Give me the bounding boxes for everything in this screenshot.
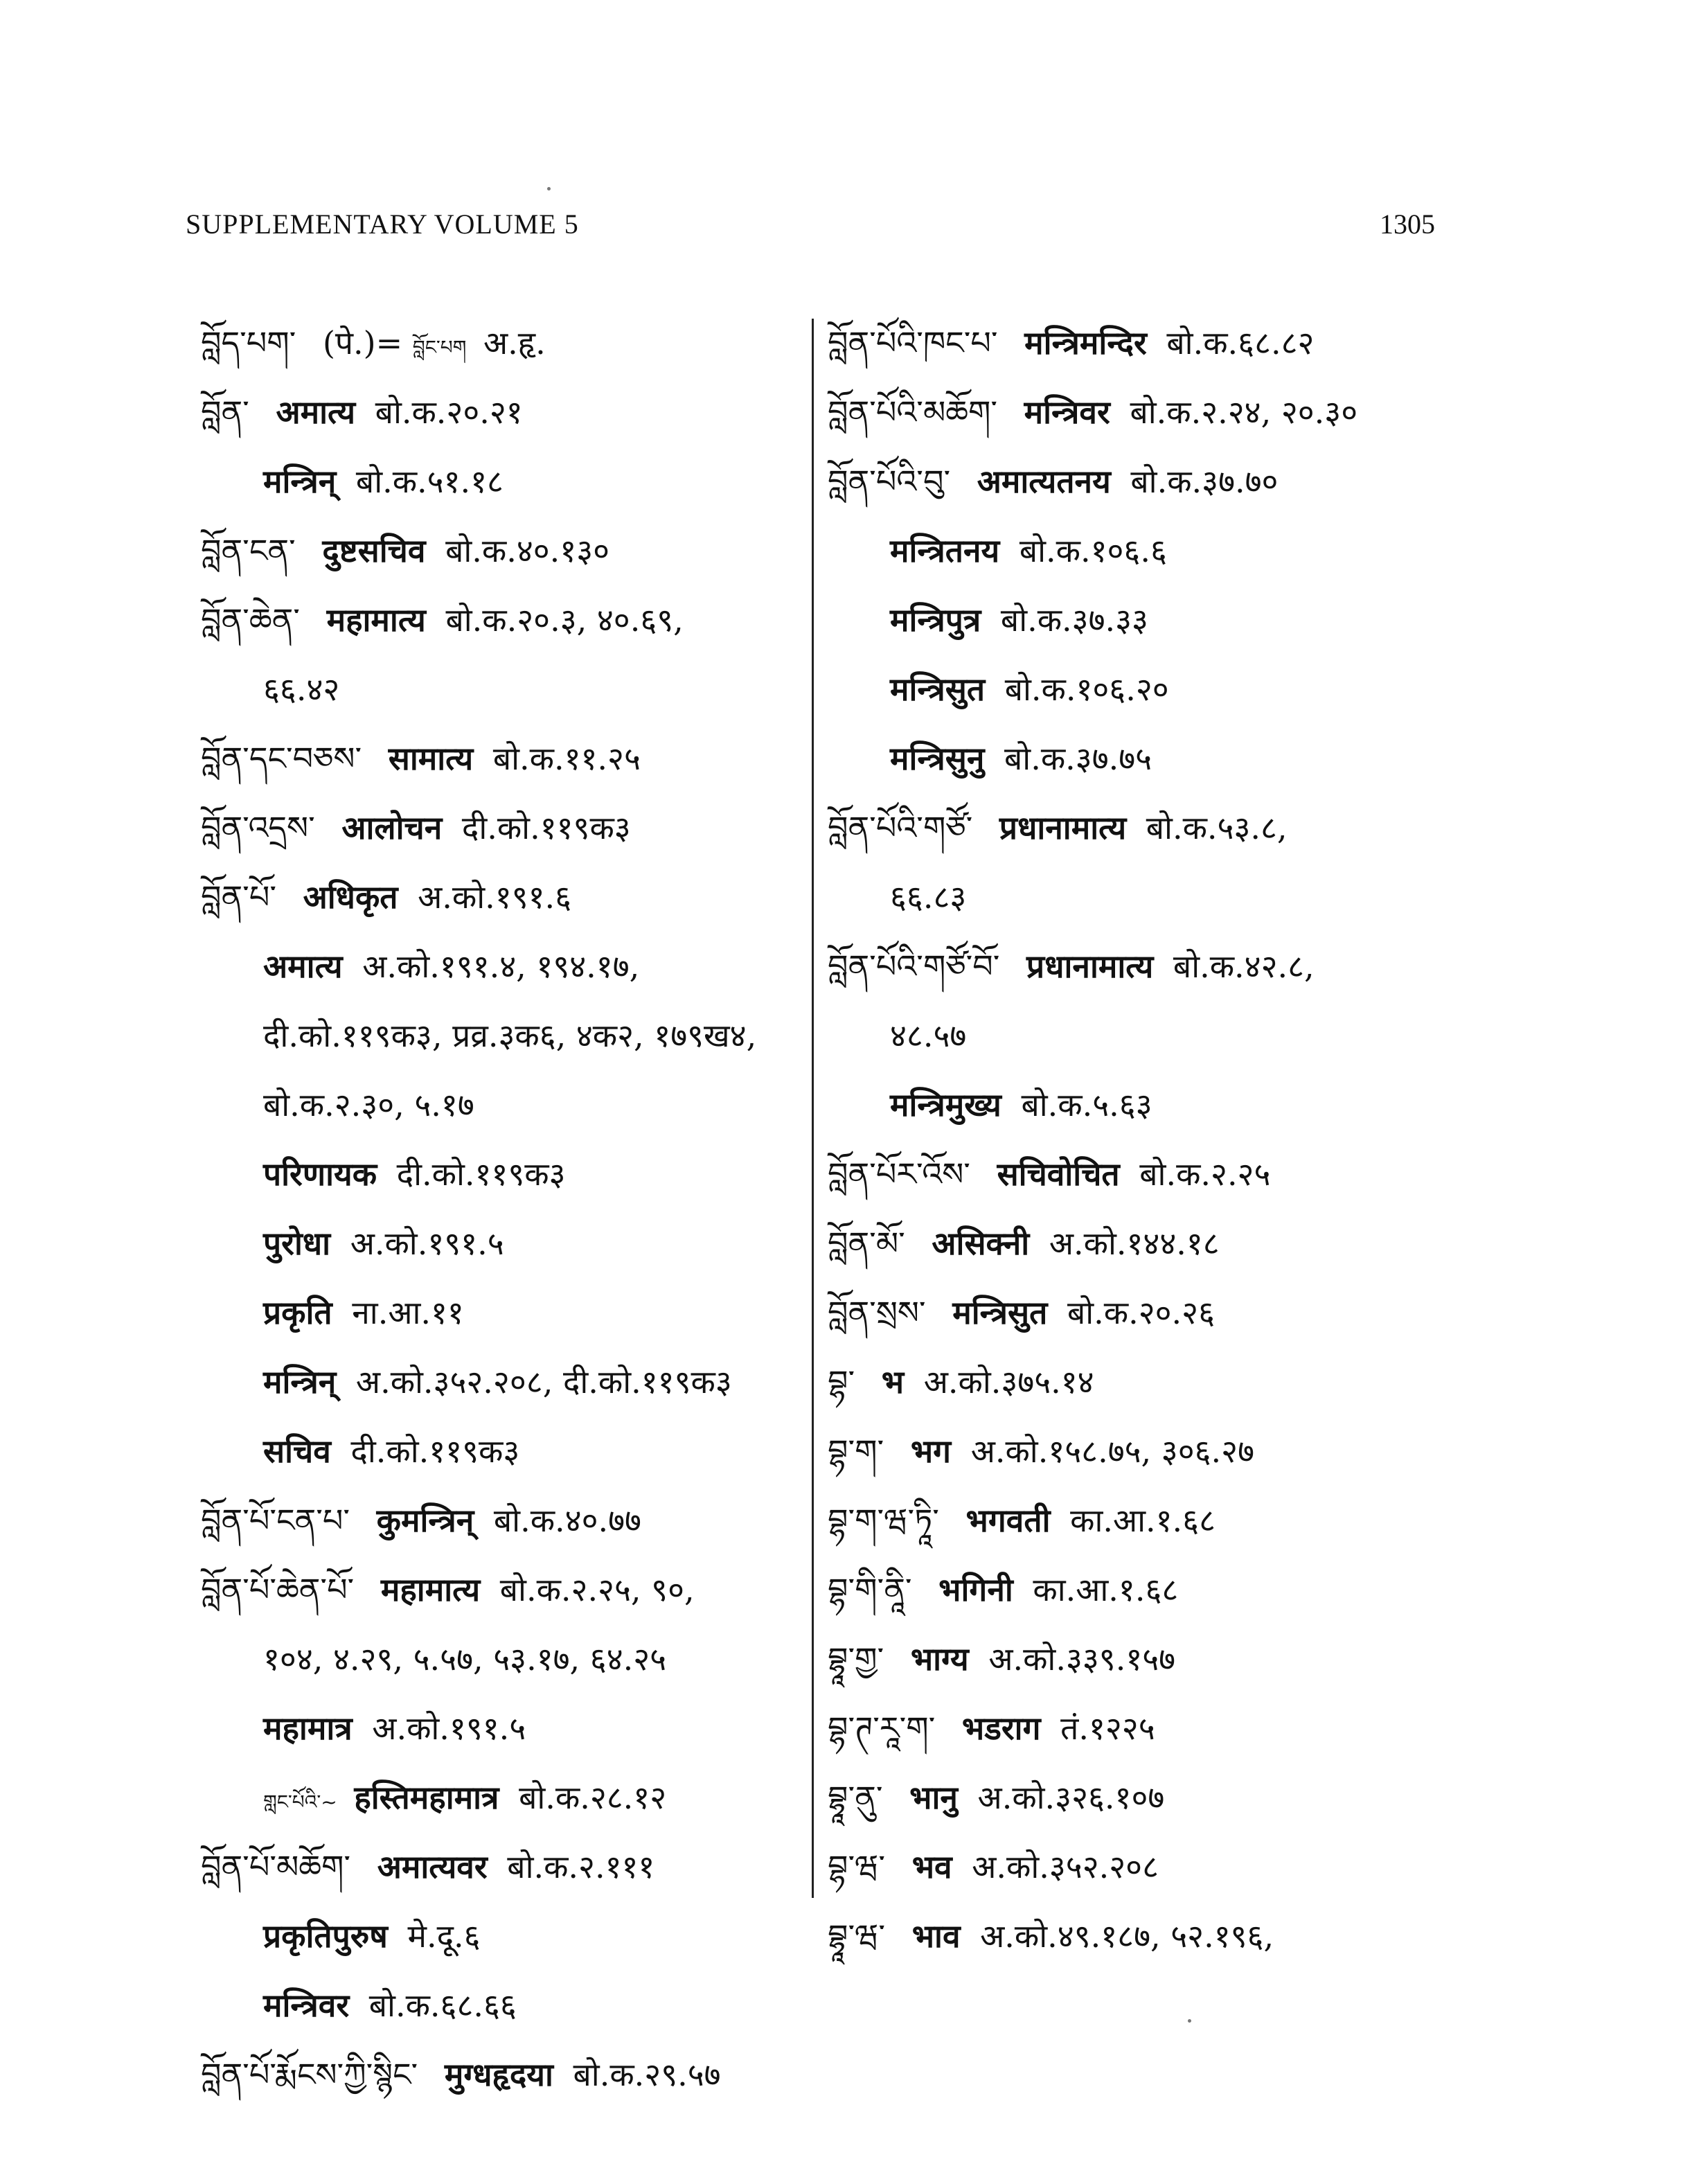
tibetan-headword: བློན་པོའི་ཁང་པ་ (828, 324, 998, 362)
dictionary-entry (828, 1209, 1520, 1278)
dictionary-entry (201, 724, 810, 793)
dictionary-entry (201, 862, 810, 932)
sanskrit-equivalent: मुग्धहृदया (444, 2056, 553, 2093)
page-number: 1305 (1380, 208, 1435, 240)
source-reference: का.आ.१.६८ (1033, 1571, 1179, 1608)
sanskrit-equivalent: मन्त्रितनय (890, 532, 1000, 569)
sanskrit-equivalent: भाग्य (910, 1640, 969, 1678)
tibetan-headword: བྷཱ་ནུ་ (828, 1779, 883, 1816)
tibetan-headword: བྷ་ཊ་རཱ་ག་ (828, 1710, 936, 1747)
sub-entry (828, 585, 1520, 655)
sanskrit-equivalent: प्रधानामात्य (1026, 948, 1154, 985)
dictionary-entry (201, 516, 810, 585)
dictionary-entry (828, 447, 1520, 516)
sanskrit-equivalent: भ (881, 1363, 905, 1401)
tibetan-headword: བློན་པོ་ཆེན་པོ་ (201, 1571, 355, 1608)
sanskrit-equivalent: सचिवोचित (997, 1155, 1120, 1193)
source-reference: बो.क.५१.१८ (355, 463, 504, 500)
dictionary-entry (201, 1486, 810, 1555)
sub-entry (828, 862, 1520, 932)
sub-entry (828, 655, 1520, 724)
source-reference: ६६.४२ (263, 671, 340, 708)
sanskrit-equivalent: अमात्य (263, 948, 343, 985)
sub-entry (201, 1209, 810, 1278)
source-reference: अ.को.१४४.१८ (1049, 1225, 1220, 1262)
source-reference: १०४, ४.२९, ५.५७, ५३.१७, ६४.२५ (263, 1640, 667, 1678)
sub-entry (828, 516, 1520, 585)
sanskrit-equivalent: भगवती (965, 1502, 1051, 1539)
tibetan-headword: བློན་པོའི་བུ་ (828, 463, 951, 500)
sub-entry (201, 932, 810, 1001)
sanskrit-equivalent: मन्त्रिवर (263, 1987, 350, 2024)
sanskrit-equivalent: परिणायक (263, 1155, 377, 1193)
dictionary-entry (201, 1832, 810, 1901)
dictionary-entry (201, 2040, 810, 2109)
sanskrit-equivalent: प्रकृतिपुरुष (263, 1917, 388, 1955)
source-reference: बो.क.१०६.२० (1004, 671, 1169, 708)
tibetan-headword: བློན་པོའི་མཆོག་ (828, 393, 998, 431)
dictionary-entry (828, 308, 1520, 378)
source-reference: बो.क.२०.३, ४०.६९, (445, 601, 684, 639)
sub-entry (201, 1278, 810, 1347)
sanskrit-equivalent: भगिनी (938, 1571, 1013, 1608)
sanskrit-equivalent: मन्त्रिसुत (952, 1294, 1048, 1331)
sanskrit-equivalent: अमात्यतनय (977, 463, 1111, 500)
sanskrit-equivalent: मन्त्रिपुत्र (890, 601, 981, 639)
sanskrit-equivalent: प्रधानामात्य (999, 809, 1127, 846)
tibetan-headword: བྷཱ་ཝ་ (828, 1917, 886, 1955)
dictionary-entry (828, 1694, 1520, 1763)
running-header: SUPPLEMENTARY VOLUME 5 (186, 208, 579, 240)
source-reference: का.आ.१.६८ (1070, 1502, 1216, 1539)
source-reference: बो.क.५.६३ (1021, 1086, 1152, 1124)
dictionary-entry (828, 1417, 1520, 1486)
tibetan-headword: བྷ་ཝ་ (828, 1848, 886, 1885)
source-reference: बो.क.५३.८, (1146, 809, 1288, 846)
dictionary-entry (828, 378, 1520, 447)
tibetan-headword: བློན་པོར་འོས་ (828, 1155, 970, 1193)
source-reference: अ.को.१९१.६ (418, 878, 572, 916)
source-reference: बो.क.४०.७७ (493, 1502, 641, 1539)
tibetan-headword: བློན་པོ་མཆོག་ (201, 1848, 351, 1885)
sanskrit-equivalent: दुष्टसचिव (322, 532, 426, 569)
sub-entry (828, 724, 1520, 793)
dictionary-entry (828, 1555, 1520, 1624)
tibetan-headword: བློན་པོ་ (201, 878, 276, 916)
tibetan-headword: བློན་མོ་ (828, 1225, 905, 1262)
dictionary-entry (201, 1555, 810, 1624)
source-reference: अ.को.१५८.७५, ३०६.२७ (970, 1432, 1255, 1470)
tibetan-headword: བློན་འདྲས་ (201, 809, 315, 846)
tibetan-headword: བློད་པག་ (201, 324, 296, 362)
tibetan-headword: བྷ་ག་ཝ་ཏཱི་ (828, 1502, 939, 1539)
sanskrit-equivalent: महामात्य (326, 601, 426, 639)
dictionary-entry (828, 793, 1520, 862)
source-reference: बो.क.२.२५, ९०, (499, 1571, 695, 1608)
dictionary-entry (201, 793, 810, 862)
sub-entry (201, 1763, 810, 1832)
dictionary-entry (201, 378, 810, 447)
source-reference: अ.को.१९१.४, १९४.१७, (362, 948, 640, 985)
tibetan-headword: བློན་ངན་ (201, 532, 296, 569)
sanskrit-equivalent: अधिकृत (303, 878, 398, 916)
sanskrit-equivalent: महामात्र (263, 1710, 353, 1747)
sub-entry (201, 1070, 810, 1139)
dictionary-entry (828, 1832, 1520, 1901)
source-reference: तं.१२२५ (1060, 1710, 1155, 1747)
source-reference: बो.क.२.३०, ५.१७ (263, 1086, 474, 1124)
dictionary-entry (828, 1139, 1520, 1209)
source-reference: बो.क.६८.६६ (368, 1987, 517, 2024)
source-reference: बो.क.४०.१३० (445, 532, 610, 569)
source-reference: बो.क.२०.२६ (1067, 1294, 1215, 1331)
sanskrit-equivalent: मन्त्रिवर (1024, 393, 1110, 431)
dictionary-entry (828, 1901, 1520, 1971)
sanskrit-equivalent: मन्त्रिसुनु (890, 740, 985, 777)
tibetan-headword: བློན་ (201, 393, 249, 431)
sanskrit-equivalent: मन्त्रिमन्दिर (1024, 324, 1147, 362)
source-reference: अ.को.३५२.२०८ (972, 1848, 1159, 1885)
sub-entry (201, 1624, 810, 1694)
tibetan-headword: བློན་དང་བཅས་ (201, 740, 362, 777)
column-divider (812, 319, 814, 1898)
sub-entry (201, 1139, 810, 1209)
tibetan-headword: བློན་པོའི་གཙོ་བོ་ (828, 948, 1000, 985)
dictionary-entry (828, 1486, 1520, 1555)
source-reference: ४८.५७ (890, 1017, 967, 1054)
source-reference: बो.क.३७.३३ (1000, 601, 1148, 639)
source-reference: दी.को.११९क३, प्रव्र.३क६, ४क२, १७९ख४, (263, 1017, 757, 1054)
source-reference: अ.को.३७५.१४ (923, 1363, 1094, 1401)
source-reference: बो.क.२.१११ (507, 1848, 655, 1885)
tibetan-headword: བློན་སྲས་ (828, 1294, 926, 1331)
scan-speck (547, 187, 551, 190)
source-reference: अ.को.१९१.५ (350, 1225, 504, 1262)
source-reference: दी.को.११९क३ (350, 1432, 520, 1470)
scan-speck (1188, 2019, 1191, 2023)
sanskrit-equivalent: प्रकृति (263, 1294, 332, 1331)
tibetan-headword: བློན་ཆེན་ (201, 601, 300, 639)
tibetan-headword: བློན་པོ་རྨོངས་ཀྱི་སྙིང་ (201, 2056, 418, 2093)
source-reference: बो.क.३७.७० (1130, 463, 1279, 500)
source-reference: ना.आ.११ (352, 1294, 464, 1331)
dictionary-entry (828, 1763, 1520, 1832)
source-reference: बो.क.२.२४, २०.३० (1130, 393, 1358, 431)
source-reference: अ.को.४९.१८७, ५२.१९६, (980, 1917, 1274, 1955)
tibetan-headword: བྷ་གི་ནཱི་ (828, 1571, 912, 1608)
sub-entry (828, 1001, 1520, 1070)
sanskrit-equivalent: सचिव (263, 1432, 331, 1470)
source-reference: अ.को.१९१.५ (372, 1710, 526, 1747)
sanskrit-equivalent: मन्त्रिन् (263, 463, 337, 500)
sanskrit-equivalent: असिक्नी (932, 1225, 1030, 1262)
tibetan-headword: བྷ་ག་ (828, 1432, 884, 1470)
source-reference: बो.क.४२.८, (1173, 948, 1315, 985)
sanskrit-equivalent: मन्त्रिन् (263, 1363, 337, 1401)
sanskrit-equivalent: भडराग (961, 1710, 1041, 1747)
sanskrit-equivalent: मन्त्रिमुख्य (890, 1086, 1001, 1124)
source-reference: बो.क.२९.५७ (573, 2056, 721, 2093)
source-reference: बो.क.३७.७५ (1004, 740, 1152, 777)
source-reference: अ.को.३३९.१५७ (988, 1640, 1176, 1678)
tibetan-headword: བློན་པོའི་གཙོ་ (828, 809, 973, 846)
dictionary-entry (828, 932, 1520, 1001)
sanskrit-equivalent: आलोचन (341, 809, 443, 846)
source-reference: बो.क.२०.२१ (375, 393, 523, 431)
tibetan-headword: བྷ་ (828, 1363, 855, 1401)
source-reference: बो.क.२.२५ (1139, 1155, 1271, 1193)
tibetan-compound-prefix: གླང་པོའི་~ (263, 1791, 337, 1813)
left-column (201, 308, 810, 2109)
source-reference: अ.को.३५२.२०८, दी.को.११९क३ (355, 1363, 732, 1401)
sub-entry (201, 1417, 810, 1486)
source-reference: ६६.८३ (890, 878, 967, 916)
source-reference: अ.को.३२६.१०७ (977, 1779, 1165, 1816)
sanskrit-equivalent: अमात्यवर (377, 1848, 488, 1885)
sub-entry (828, 1070, 1520, 1139)
sub-entry (201, 447, 810, 516)
sanskrit-equivalent: महामात्य (380, 1571, 481, 1608)
sanskrit-equivalent: भानु (909, 1779, 958, 1816)
tibetan-headword: བྷཱ་གྱ་ (828, 1640, 884, 1678)
sanskrit-equivalent: सामात्य (388, 740, 474, 777)
dictionary-entry (828, 1278, 1520, 1347)
sub-entry (201, 1971, 810, 2040)
sanskrit-equivalent: मन्त्रिसुत (890, 671, 986, 708)
source-reference: दी.को.११९क३ (396, 1155, 566, 1193)
right-column (828, 308, 1520, 1971)
dictionary-entry (828, 1347, 1520, 1417)
sanskrit-equivalent: भग (910, 1432, 952, 1470)
source-reference: अ.हृ. (483, 324, 546, 362)
sub-entry (201, 1694, 810, 1763)
sub-entry (201, 655, 810, 724)
source-reference: बो.क.२८.१२ (519, 1779, 667, 1816)
dictionary-entry (828, 1624, 1520, 1694)
source-reference: मे.दू.६ (407, 1917, 481, 1955)
dictionary-entry (201, 308, 810, 378)
sanskrit-equivalent: कुमन्त्रिन् (376, 1502, 474, 1539)
sub-entry (201, 1001, 810, 1070)
sub-entry (201, 1347, 810, 1417)
tibetan-headword: བློན་པོ་ངན་པ་ (201, 1502, 350, 1539)
source-reference: बो.क.६८.८२ (1166, 324, 1315, 362)
sanskrit-equivalent: हस्तिमहामात्र (354, 1779, 499, 1816)
source-reference: बो.क.१०६.६ (1019, 532, 1167, 569)
sanskrit-equivalent: भाव (911, 1917, 961, 1955)
sanskrit-equivalent: पुरोधा (263, 1225, 331, 1262)
pronunciation-note: (पे.)= (322, 324, 403, 362)
source-reference: बो.क.११.२५ (492, 740, 641, 777)
source-reference: दी.को.११९क३ (461, 809, 631, 846)
tibetan-variant: བློང་པག (412, 336, 467, 359)
sub-entry (201, 1901, 810, 1971)
dictionary-entry (201, 585, 810, 655)
sanskrit-equivalent: अमात्य (276, 393, 356, 431)
sanskrit-equivalent: भव (911, 1848, 952, 1885)
